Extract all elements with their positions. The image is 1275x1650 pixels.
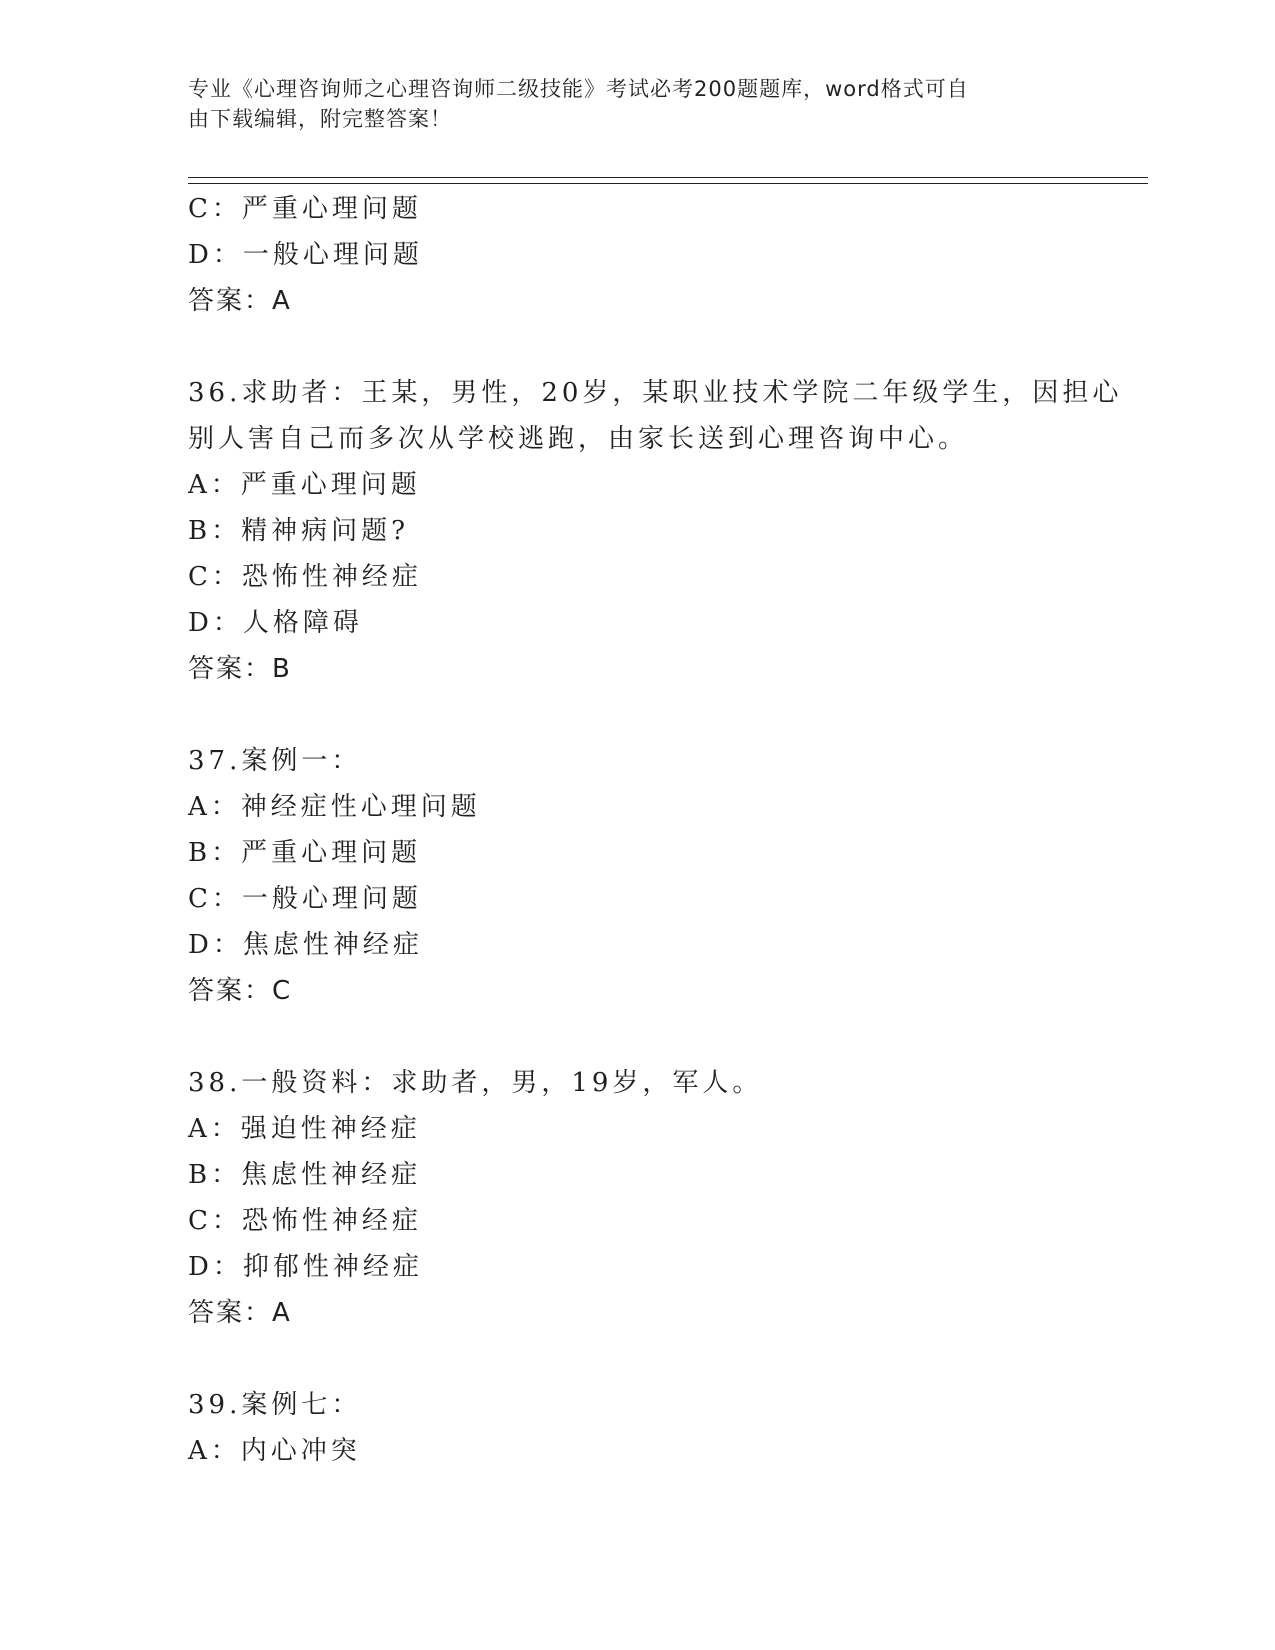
option-a: A：神经症性心理问题 — [188, 792, 481, 822]
question-36 — [188, 370, 1148, 692]
document-header — [188, 74, 1088, 134]
question-37 — [188, 738, 1148, 1014]
question-list — [188, 186, 1148, 1474]
option-a: A：强迫性神经症 — [188, 1114, 421, 1144]
answer-line: 答案：A — [188, 1298, 292, 1328]
header-line-2: 由下载编辑，附完整答案！ — [188, 107, 452, 131]
option-c: C：一般心理问题 — [188, 884, 422, 914]
spacer — [188, 692, 1148, 738]
option-a: A：严重心理问题 — [188, 470, 421, 500]
question-stem-line-1: 36.求助者：王某，男性，20岁，某职业技术学院二年级学生，因担心 — [188, 378, 1123, 408]
option-d: D：一般心理问题 — [188, 240, 423, 270]
option-d: D：人格障碍 — [188, 608, 363, 638]
question-stem: 38.一般资料：求助者，男，19岁，军人。 — [188, 1068, 763, 1098]
question-35-tail — [188, 186, 1148, 324]
option-c: C：严重心理问题 — [188, 194, 422, 224]
answer-line: 答案：C — [188, 976, 293, 1006]
question-stem: 37.案例一： — [188, 746, 362, 776]
answer-line: 答案：B — [188, 654, 292, 684]
option-a: A：内心冲突 — [188, 1436, 361, 1466]
question-38 — [188, 1060, 1148, 1336]
header-line-1: 专业《心理咨询师之心理咨询师二级技能》考试必考200题题库，word格式可自 — [188, 77, 969, 101]
question-stem-line-2: 别人害自己而多次从学校逃跑，由家长送到心理咨询中心。 — [188, 424, 969, 454]
spacer — [188, 1014, 1148, 1060]
option-c: C：恐怖性神经症 — [188, 1206, 422, 1236]
spacer — [188, 1336, 1148, 1382]
option-b: B：焦虑性神经症 — [188, 1160, 422, 1190]
option-c: C：恐怖性神经症 — [188, 562, 422, 592]
spacer — [188, 324, 1148, 370]
option-d: D：焦虑性神经症 — [188, 930, 423, 960]
question-stem: 39.案例七： — [188, 1390, 362, 1420]
option-b: B：严重心理问题 — [188, 838, 422, 868]
answer-line: 答案：A — [188, 286, 292, 316]
option-b: B：精神病问题? — [188, 516, 410, 546]
header-divider — [188, 177, 1148, 184]
option-d: D：抑郁性神经症 — [188, 1252, 423, 1282]
question-39 — [188, 1382, 1148, 1474]
